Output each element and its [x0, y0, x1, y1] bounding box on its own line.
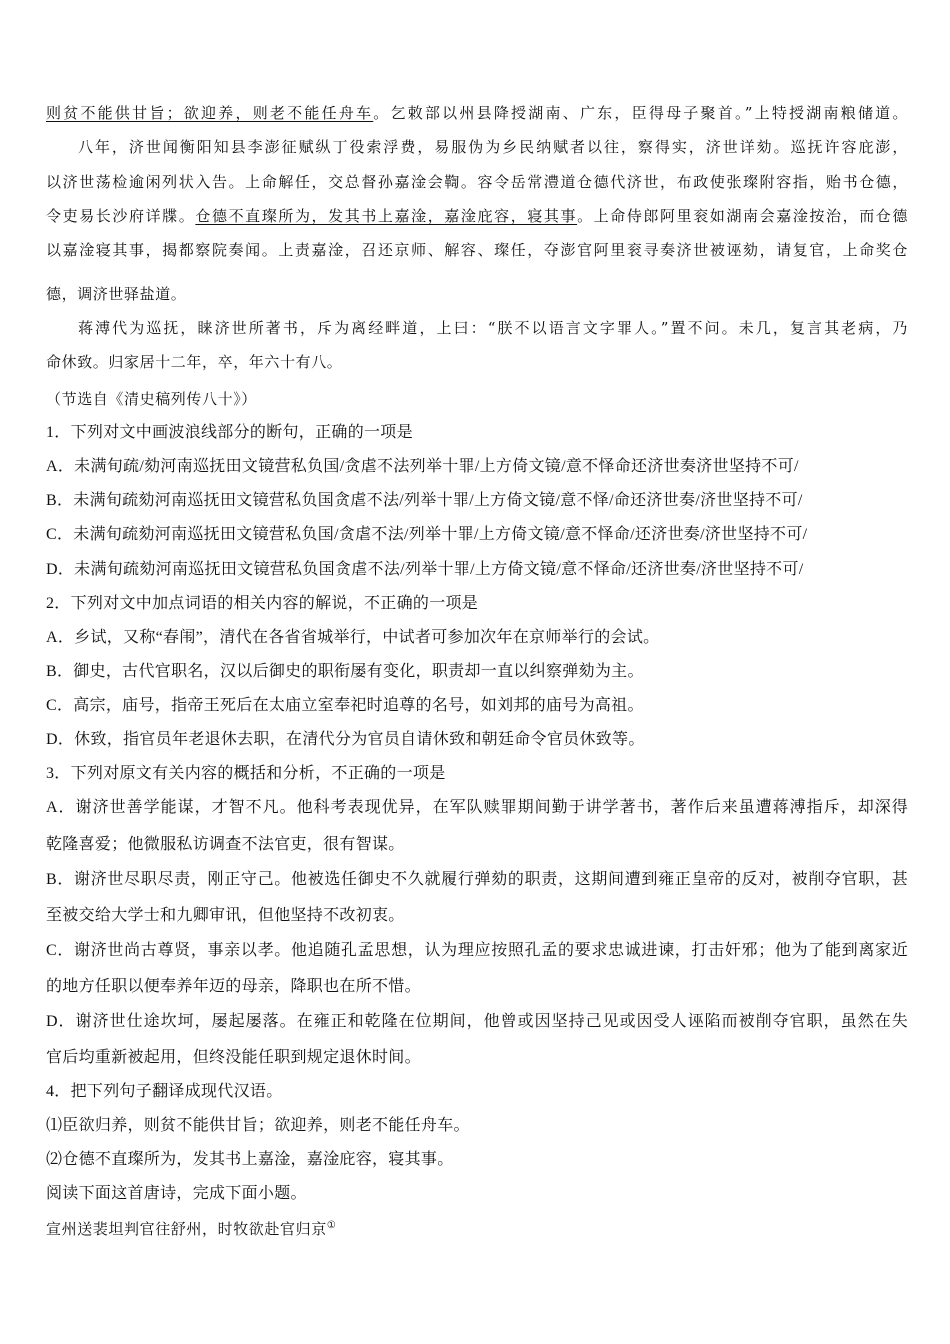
question-3-option-c: C．谢济世尚古尊贤，事亲以孝。他追随孔孟思想，认为理应按照孔孟的要求忠诚进谏，打击奸邪；他为了能到离家近: [46, 942, 908, 959]
question-1-stem: 1．下列对文中画波浪线部分的断句，正确的一项是: [46, 424, 413, 441]
passage-line: 以嘉淦寝其事，揭都察院奏闻。上责嘉淦，召还京师、解容、璨任，夺澎官阿里衮寻奏济世被诬劾，请复官，上命奖仓: [46, 241, 908, 259]
passage-text: 令吏易长沙府详牒。: [46, 207, 196, 225]
passage-text: 。乞敕部以州县降授湖南、广东，臣得母子聚首。”上特授湖南粮储道。: [373, 104, 908, 122]
passage-line: 以济世荡检逾闲列状入告。上命解任，交总督孙嘉淦会鞫。容令岳常澧道仓德代济世，布政使张璨附容指，贻书仓德，: [46, 173, 908, 191]
question-3-option-b: B．谢济世尽职尽责，刚正守己。他被选任御史不久就履行弹劾的职责，这期间遭到雍正皇帝的反对，被削夺官职，甚: [46, 871, 908, 888]
source-citation: （节选自《清史稿列传八十》）: [46, 390, 257, 408]
question-1-option-a: A．未满旬疏/劾河南巡抚田文镜营私负国/贪虐不法列举十罪/上方倚文镜/意不怿命还济世奏济世坚持不可/: [46, 458, 799, 475]
question-2-option-d: D．休致，指官员年老退休去职，在清代分为官员自请休致和朝廷命令官员休致等。: [46, 731, 645, 748]
question-1-option-b: B．未满旬疏劾河南巡抚田文镜营私负国贪虐不法/列举十罪/上方倚文镜/意不怿/命还济世奏/济世坚持不可/: [46, 492, 803, 509]
passage-paragraph-line: 八年，济世闻衡阳知县李澎征赋纵丁役索浮费，易服伪为乡民纳赋者以往，察得实，济世详劾。巡抚许容庇澎，: [78, 138, 908, 156]
underlined-sentence: 则贫不能供甘旨；欲迎养，则老不能任舟车: [46, 104, 374, 122]
question-2-option-b: B．御史，古代官职名，汉以后御史的职衔屡有变化，职责却一直以纠察弹劾为主。: [46, 663, 644, 680]
question-4-stem: 4．把下列句子翻译成现代汉语。: [46, 1083, 283, 1100]
underlined-sentence: 仓德不直璨所为，发其书上嘉淦，嘉淦庇容，寝其事: [195, 207, 578, 225]
passage-paragraph-line: 蒋溥代为巡抚，睐济世所著书，斥为离经畔道，上曰：“朕不以语言文字罪人。”置不问。未几，复言其老病，乃: [78, 319, 908, 337]
question-3-option-b-cont: 至被交给大学士和九卿审讯，但他坚持不改初衷。: [46, 907, 405, 924]
passage-line: [46, 206, 908, 226]
question-3-option-a-cont: 乾隆喜爱；他微服私访调查不法官吏，很有智谋。: [46, 836, 405, 853]
question-1-option-c: C．未满旬疏劾河南巡抚田文镜营私负国/贪虐不法/列举十罪/上方倚文镜/意不怿命/还济世奏/济世坚持不可/: [46, 526, 808, 543]
question-2-option-c: C．高宗，庙号，指帝王死后在太庙立室奉祀时追尊的名号，如刘邦的庙号为高祖。: [46, 697, 644, 714]
passage-text: 。上命侍郎阿里衮如湖南会嘉淦按治，而仓德: [577, 207, 908, 225]
question-2-stem: 2．下列对文中加点词语的相关内容的解说，不正确的一项是: [46, 595, 479, 612]
question-1-option-d: D．未满旬疏劾河南巡抚田文镜营私负国贪虐不法/列举十罪/上方倚文镜/意不怿命/还济世奏/济世坚持不可/: [46, 561, 804, 578]
passage-line: [46, 103, 908, 123]
question-4-sentence-2: ⑵仓德不直璨所为，发其书上嘉淦，嘉淦庇容，寝其事。: [46, 1151, 454, 1168]
poem-title-text: 宣州送裴坦判官往舒州，时牧欲赴官归京: [46, 1220, 327, 1238]
question-3-option-a: A．谢济世善学能谋，才智不凡。他科考表现优异，在军队赎罪期间勤于讲学著书，著作后来虽遭蒋溥指斥，却深得: [46, 799, 908, 816]
question-3-option-c-cont: 的地方任职以便奉养年迈的母亲，降职也在所不惜。: [46, 978, 421, 995]
question-3-option-d: D．谢济世仕途坎坷，屡起屡落。在雍正和乾隆在位期间，他曾或因坚持己见或因受人诬陷而被削夺官职，虽然在失: [46, 1013, 908, 1030]
question-3-option-d-cont: 官后均重新被起用，但终没能任职到规定退休时间。: [46, 1049, 421, 1066]
next-section-intro: 阅读下面这首唐诗，完成下面小题。: [46, 1185, 307, 1202]
footnote-mark: ①: [326, 1220, 337, 1231]
passage-line: 德，调济世驿盐道。: [46, 285, 187, 303]
poem-title: [46, 1216, 908, 1239]
passage-line: 命休致。归家居十二年，卒，年六十有八。: [46, 353, 343, 371]
question-2-option-a: A．乡试，又称“春闱”，清代在各省省城举行，中试者可参加次年在京师举行的会试。: [46, 629, 660, 646]
question-4-sentence-1: ⑴臣欲归养，则贫不能供甘旨；欲迎养，则老不能任舟车。: [46, 1117, 470, 1134]
question-3-stem: 3．下列对原文有关内容的概括和分析，不正确的一项是: [46, 765, 446, 782]
